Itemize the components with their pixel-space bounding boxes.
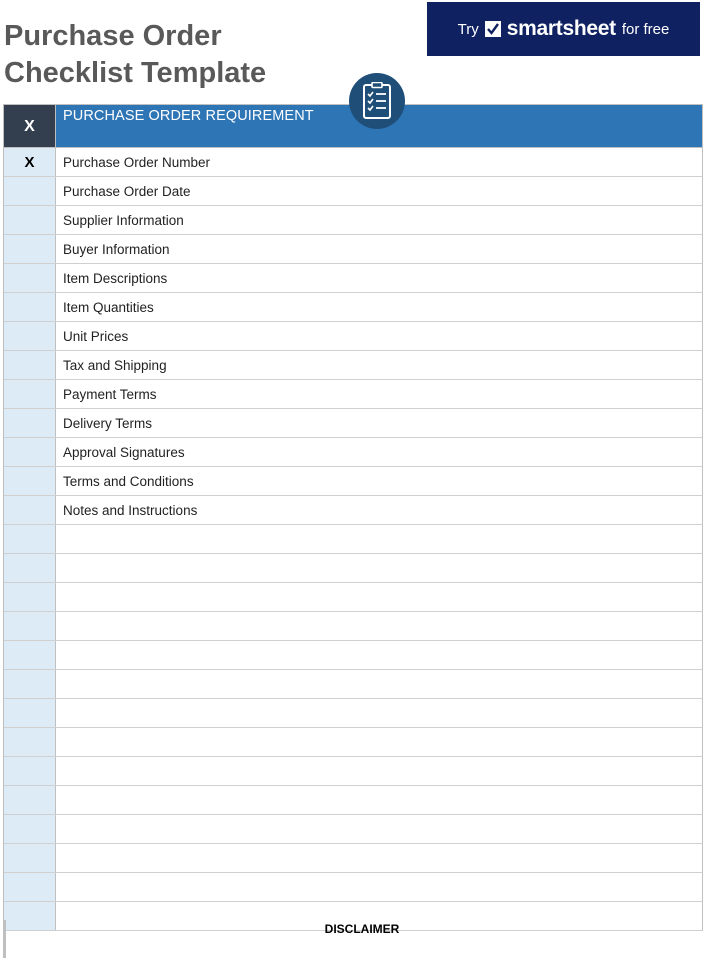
check-cell[interactable] xyxy=(4,322,56,350)
requirement-cell[interactable]: Payment Terms xyxy=(56,380,703,408)
table-row xyxy=(4,873,703,902)
table-row xyxy=(4,844,703,873)
try-smartsheet-banner[interactable] xyxy=(427,2,700,56)
table-row xyxy=(4,206,703,235)
requirement-cell[interactable] xyxy=(56,815,703,843)
table-row xyxy=(4,583,703,612)
check-cell[interactable]: X xyxy=(4,148,56,176)
check-cell[interactable] xyxy=(4,786,56,814)
requirement-cell[interactable] xyxy=(56,525,703,553)
requirement-cell[interactable]: Terms and Conditions xyxy=(56,467,703,495)
requirement-cell[interactable] xyxy=(56,873,703,901)
page-title-line-1: Purchase Order xyxy=(4,20,222,52)
check-cell[interactable] xyxy=(4,554,56,582)
requirement-cell[interactable]: Purchase Order Number xyxy=(56,148,703,176)
header-requirement-cell: PURCHASE ORDER REQUIREMENT xyxy=(56,105,703,147)
table-row xyxy=(4,351,703,380)
check-cell[interactable] xyxy=(4,380,56,408)
requirement-cell[interactable] xyxy=(56,728,703,756)
check-cell[interactable] xyxy=(4,467,56,495)
clipboard-checklist-icon xyxy=(349,73,405,129)
check-cell[interactable] xyxy=(4,264,56,292)
table-row xyxy=(4,380,703,409)
page-title xyxy=(4,18,266,92)
table-row xyxy=(4,670,703,699)
table-row xyxy=(4,554,703,583)
table-row xyxy=(4,757,703,786)
table-row xyxy=(4,525,703,554)
requirement-cell[interactable] xyxy=(56,699,703,727)
smartsheet-check-icon xyxy=(485,21,501,37)
check-cell[interactable] xyxy=(4,641,56,669)
requirement-cell[interactable] xyxy=(56,844,703,872)
table-row xyxy=(4,815,703,844)
banner-brand-text: smartsheet xyxy=(506,17,616,40)
requirement-cell[interactable]: Notes and Instructions xyxy=(56,496,703,524)
requirement-cell[interactable] xyxy=(56,612,703,640)
check-cell[interactable] xyxy=(4,177,56,205)
requirement-cell[interactable] xyxy=(56,583,703,611)
table-row xyxy=(4,177,703,206)
banner-free-text: for free xyxy=(621,20,670,38)
check-cell[interactable] xyxy=(4,873,56,901)
check-cell[interactable] xyxy=(4,409,56,437)
requirement-cell[interactable]: Unit Prices xyxy=(56,322,703,350)
requirement-cell[interactable] xyxy=(56,786,703,814)
table-row xyxy=(4,786,703,815)
requirement-cell[interactable]: Tax and Shipping xyxy=(56,351,703,379)
table-row xyxy=(4,322,703,351)
check-cell[interactable] xyxy=(4,438,56,466)
requirement-cell[interactable] xyxy=(56,670,703,698)
check-cell[interactable] xyxy=(4,670,56,698)
requirement-cell[interactable]: Buyer Information xyxy=(56,235,703,263)
check-cell[interactable] xyxy=(4,699,56,727)
table-row xyxy=(4,612,703,641)
table-row xyxy=(4,641,703,670)
checklist-table xyxy=(3,104,703,931)
header-check-cell: X xyxy=(4,105,56,147)
table-row xyxy=(4,496,703,525)
table-row xyxy=(4,293,703,322)
check-cell[interactable] xyxy=(4,815,56,843)
table-row xyxy=(4,467,703,496)
requirement-cell[interactable] xyxy=(56,757,703,785)
table-row xyxy=(4,438,703,467)
banner-try-text: Try xyxy=(457,20,479,38)
table-row xyxy=(4,699,703,728)
check-cell[interactable] xyxy=(4,728,56,756)
check-cell[interactable] xyxy=(4,206,56,234)
requirement-cell[interactable]: Purchase Order Date xyxy=(56,177,703,205)
check-cell[interactable] xyxy=(4,235,56,263)
table-row xyxy=(4,148,703,177)
check-cell[interactable] xyxy=(4,757,56,785)
check-cell[interactable] xyxy=(4,612,56,640)
table-row xyxy=(4,264,703,293)
check-cell[interactable] xyxy=(4,496,56,524)
requirement-cell[interactable]: Item Quantities xyxy=(56,293,703,321)
check-cell[interactable] xyxy=(4,844,56,872)
requirement-cell[interactable]: Supplier Information xyxy=(56,206,703,234)
requirement-cell[interactable] xyxy=(56,641,703,669)
disclaimer-heading: DISCLAIMER xyxy=(324,922,400,936)
requirement-cell[interactable]: Item Descriptions xyxy=(56,264,703,292)
table-row xyxy=(4,409,703,438)
requirement-cell[interactable] xyxy=(56,554,703,582)
check-cell[interactable] xyxy=(4,525,56,553)
table-row xyxy=(4,728,703,757)
check-cell[interactable] xyxy=(4,583,56,611)
requirement-cell[interactable]: Delivery Terms xyxy=(56,409,703,437)
table-row xyxy=(4,235,703,264)
requirement-cell[interactable]: Approval Signatures xyxy=(56,438,703,466)
check-cell[interactable] xyxy=(4,351,56,379)
page-title-line-2: Checklist Template xyxy=(4,57,267,89)
check-cell[interactable] xyxy=(4,293,56,321)
